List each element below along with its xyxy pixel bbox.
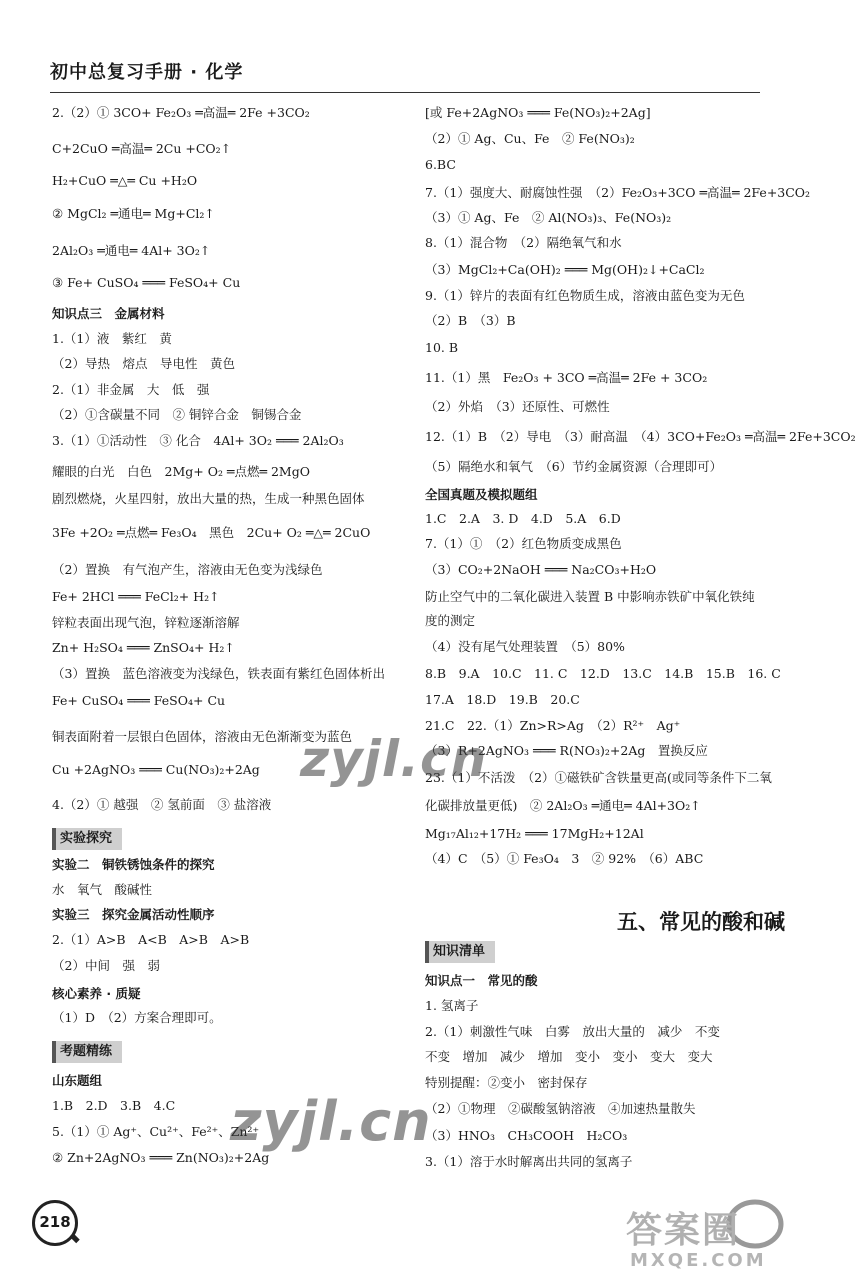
section-heading: 全国真题及模拟题组 <box>425 487 538 502</box>
answer-line: 6.BC <box>425 157 456 172</box>
section-label-box: 实验探究 <box>52 828 122 850</box>
answer-line: （2）① Ag、Cu、Fe ② Fe(NO₃)₂ <box>425 131 635 146</box>
answer-line: （3）CO₂+2NaOH ═══ Na₂CO₃+H₂O <box>425 562 657 577</box>
answer-line: （2）①含碳量不同 ② 铜锌合金 铜锡合金 <box>52 407 302 422</box>
answer-line: Cu +2AgNO₃ ═══ Cu(NO₃)₂+2Ag <box>52 762 260 777</box>
answer-line: 1.B 2.D 3.B 4.C <box>52 1098 176 1113</box>
section-label-box: 知识清单 <box>425 941 495 963</box>
answer-line: Fe+ CuSO₄ ═══ FeSO₄+ Cu <box>52 693 226 708</box>
answer-line: 耀眼的白光 白色 2Mg+ O₂ ═点燃═ 2MgO <box>52 464 310 479</box>
answer-line: 2.（1）A>B A<B A>B A>B <box>52 932 250 947</box>
corner-logo <box>620 1196 790 1276</box>
answer-line: 2.（1）刺激性气味 白雾 放出大量的 减少 不变 <box>425 1024 720 1039</box>
answer-line: [或 Fe+2AgNO₃ ═══ Fe(NO₃)₂+2Ag] <box>425 105 651 120</box>
answer-line: 17.A 18.D 19.B 20.C <box>425 692 580 707</box>
answer-line: 1.C 2.A 3. D 4.D 5.A 6.D <box>425 511 621 526</box>
answer-line: H₂+CuO ═△═ Cu +H₂O <box>52 173 198 188</box>
answer-line: 防止空气中的二氧化碳进入装置 B 中影响赤铁矿中氧化铁纯 <box>425 589 755 604</box>
page-number-badge <box>28 1196 84 1252</box>
answer-line: 12.（1）B （2）导电 （3）耐高温 （4）3CO+Fe₂O₃ ═高温═ 2Fe+3CO₂ <box>425 429 856 444</box>
section-heading: 实验三 探究金属活动性顺序 <box>52 907 215 922</box>
watermark: zyjl.cn <box>300 730 488 788</box>
answer-line: 7.（1）强度大、耐腐蚀性强 （2）Fe₂O₃+3CO ═高温═ 2Fe+3CO₂ <box>425 185 811 200</box>
answer-line: Mg₁₇Al₁₂+17H₂ ═══ 17MgH₂+12Al <box>425 826 644 841</box>
logo-url: MXQE.COM <box>630 1250 767 1271</box>
answer-line: 铜表面附着一层银白色固体，溶液由无色渐渐变为蓝色 <box>52 729 353 744</box>
answer-line: 2.（2）① 3CO+ Fe₂O₃ ═高温═ 2Fe +3CO₂ <box>52 105 310 120</box>
answer-line: （2）导热 熔点 导电性 黄色 <box>52 356 235 371</box>
answer-line: 3.（1）溶于水时解离出共同的氢离子 <box>425 1154 633 1169</box>
answer-line: 2.（1）非金属 大 低 强 <box>52 382 210 397</box>
answer-line: 11.（1）黑 Fe₂O₃ + 3CO ═高温═ 2Fe + 3CO₂ <box>425 370 708 385</box>
answer-line: （4）没有尾气处理装置 （5）80% <box>425 639 625 654</box>
answer-line: 1.（1）液 紫红 黄 <box>52 331 172 346</box>
answer-line: 8.B 9.A 10.C 11. C 12.D 13.C 14.B 15.B 16. C <box>425 666 781 681</box>
answer-line: 9.（1）锌片的表面有红色物质生成，溶液由蓝色变为无色 <box>425 288 745 303</box>
header-divider <box>50 92 760 93</box>
answer-line: （2）①物理 ②碳酸氢钠溶液 ④加速热量散失 <box>425 1101 696 1116</box>
answer-line: C+2CuO ═高温═ 2Cu +CO₂↑ <box>52 141 232 156</box>
answer-line: Fe+ 2HCl ═══ FeCl₂+ H₂↑ <box>52 589 220 604</box>
answer-line: 5.（1）① Ag⁺、Cu²⁺、Fe²⁺、Zn²⁺ <box>52 1124 260 1139</box>
answer-line: 剧烈燃烧，火星四射，放出大量的热，生成一种黑色固体 <box>52 491 365 506</box>
answer-line: 1. 氢离子 <box>425 998 479 1013</box>
answer-line: 8.（1）混合物 （2）隔绝氧气和水 <box>425 235 622 250</box>
answer-line: （2）外焰 （3）还原性、可燃性 <box>425 399 610 414</box>
answer-line: 水 氧气 酸碱性 <box>52 882 153 897</box>
answer-line: （5）隔绝水和氧气 （6）节约金属资源（合理即可） <box>425 459 723 474</box>
answer-line: 不变 增加 减少 增加 变小 变小 变大 变大 <box>425 1049 713 1064</box>
watermark: zyjl.cn <box>230 1090 432 1153</box>
answer-line: ② Zn+2AgNO₃ ═══ Zn(NO₃)₂+2Ag <box>52 1150 270 1165</box>
answer-line: 7.（1）① （2）红色物质变成黑色 <box>425 536 622 551</box>
answer-line: ② MgCl₂ ═通电═ Mg+Cl₂↑ <box>52 206 215 221</box>
answer-line: ③ Fe+ CuSO₄ ═══ FeSO₄+ Cu <box>52 275 241 290</box>
answer-line: （3）置换 蓝色溶液变为浅绿色，铁表面有紫红色固体析出 <box>52 666 385 681</box>
answer-line: （3）HNO₃ CH₃COOH H₂CO₃ <box>425 1128 628 1143</box>
section-heading: 核心素养 · 质疑 <box>52 986 141 1001</box>
answer-line: 特别提醒：②变小 密封保存 <box>425 1075 588 1090</box>
answer-line: （2）B （3）B <box>425 313 516 328</box>
section-heading: 知识点一 常见的酸 <box>425 973 538 988</box>
answer-line: 21.C 22.（1）Zn>R>Ag （2）R²⁺ Ag⁺ <box>425 718 681 733</box>
answer-line: 2Al₂O₃ ═通电═ 4Al+ 3O₂↑ <box>52 243 211 258</box>
answer-line: 4.（2）① 越强 ② 氢前面 ③ 盐溶液 <box>52 797 272 812</box>
answer-line: （3）R+2AgNO₃ ═══ R(NO₃)₂+2Ag 置换反应 <box>425 743 708 758</box>
answer-line: （2）中间 强 弱 <box>52 958 160 973</box>
answer-line: 度的测定 <box>425 613 476 628</box>
chapter-title: 五、常见的酸和碱 <box>617 910 785 934</box>
answer-line: （3）① Ag、Fe ② Al(NO₃)₃、Fe(NO₃)₂ <box>425 210 672 225</box>
answer-line: （2）置换 有气泡产生，溶液由无色变为浅绿色 <box>52 562 323 577</box>
logo-text: 答案圈 <box>626 1210 741 1251</box>
answer-line: Zn+ H₂SO₄ ═══ ZnSO₄+ H₂↑ <box>52 640 235 655</box>
answer-line: 3.（1）①活动性 ③ 化合 4Al+ 3O₂ ═══ 2Al₂O₃ <box>52 433 344 448</box>
section-label-box: 考题精练 <box>52 1041 122 1063</box>
section-heading: 知识点三 金属材料 <box>52 306 165 321</box>
answer-line: 23.（1）不活泼 （2）①磁铁矿含铁量更高(或同等条件下二氧 <box>425 770 772 785</box>
page-number: 218 <box>39 1213 71 1231</box>
page-header: 初中总复习手册 · 化学 <box>50 62 244 83</box>
answer-line: 化碳排放量更低) ② 2Al₂O₃ ═通电═ 4Al+3O₂↑ <box>425 798 701 813</box>
answer-line: 3Fe +2O₂ ═点燃═ Fe₃O₄ 黑色 2Cu+ O₂ ═△═ 2CuO <box>52 525 371 540</box>
answer-line: 10. B <box>425 340 459 355</box>
section-heading: 山东题组 <box>52 1073 103 1088</box>
answer-line: （1）D （2）方案合理即可。 <box>52 1010 222 1025</box>
section-heading: 实验二 铜铁锈蚀条件的探究 <box>52 857 215 872</box>
answer-line: 锌粒表面出现气泡，锌粒逐渐溶解 <box>52 615 240 630</box>
answer-line: （4）C （5）① Fe₃O₄ 3 ② 92% （6）ABC <box>425 851 704 866</box>
answer-line: （3）MgCl₂+Ca(OH)₂ ═══ Mg(OH)₂↓+CaCl₂ <box>425 262 705 277</box>
